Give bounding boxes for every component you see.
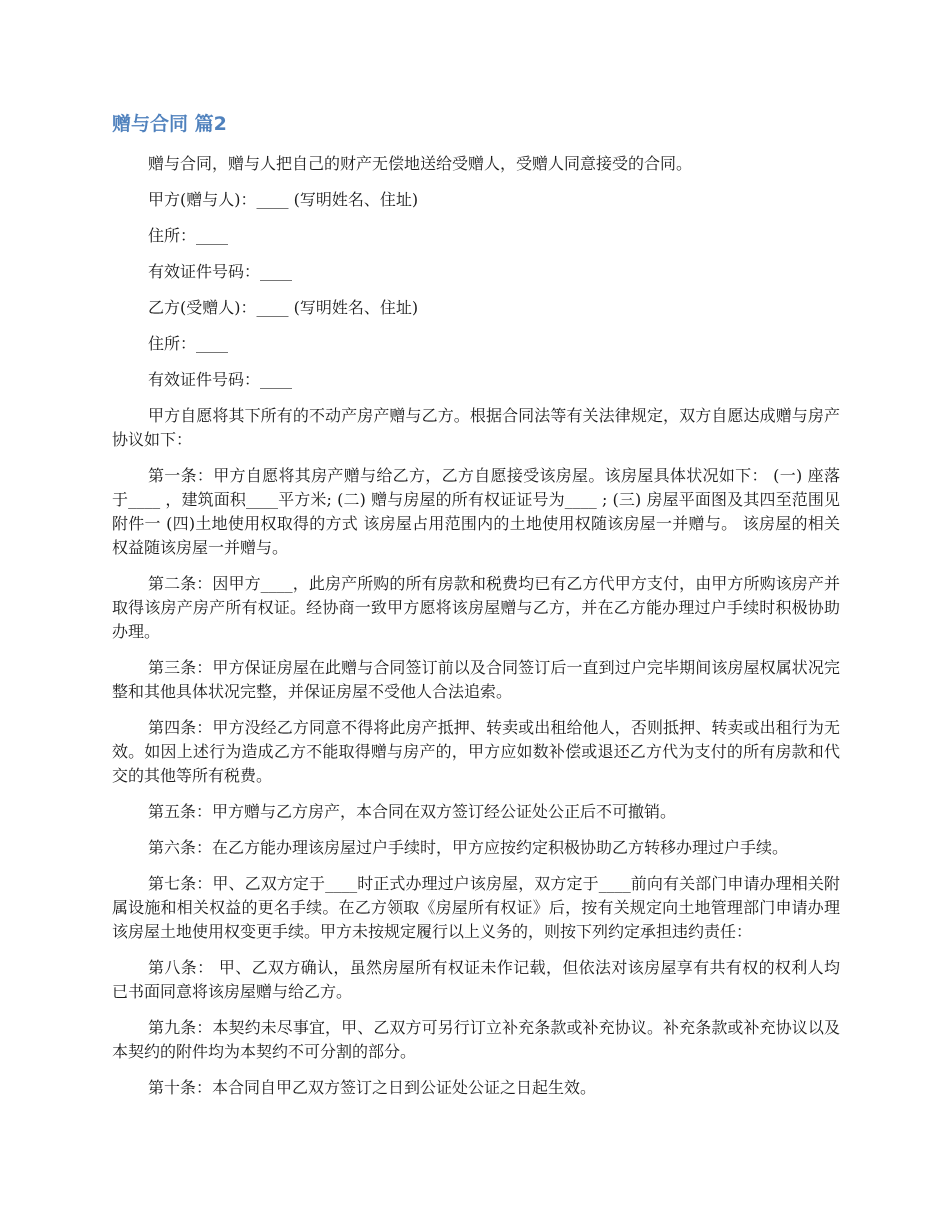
clause-10: 第十条：本合同自甲乙双方签订之日到公证处公证之日起生效。 [148, 1078, 597, 1097]
clause-9: 第九条：本契约未尽事宜，甲、乙双方可另行订立补充条款或补充协议。补充条款或补充协议以及本契约的附件均为本契约不可分割的部分。 [112, 1018, 840, 1061]
party-a-name-line: 甲方(赠与人)：____ (写明姓名、住址) [148, 190, 419, 209]
clause-7: 第七条：甲、乙双方定于____时正式办理过户该房屋，双方定于____前向有关部门申请办理相关附属设施和相关权益的更名手续。在乙方领取《房屋所有权证》后，按有关规定向土地管理部门申请办理该房屋土地使用权变更手续。甲方未按规定履行以上义务的，则按下列约定承担违约责任： [112, 874, 840, 941]
party-a-id-line: 有效证件号码：____ [148, 262, 293, 281]
clause-1: 第一条：甲方自愿将其房产赠与给乙方，乙方自愿接受该房屋。该房屋具体状况如下： (一) 座落于____ ，建筑面积____平方米; (二) 赠与房屋的所有权证证号为____ ; (三) 房屋平面图及其四至范围见附件一 (四)土地使用权取得的方式 该房屋占用范围内的土地使用权随该房屋一并赠与。 该房屋的相关权益随该房屋一并赠与。 [112, 466, 840, 557]
clause-5: 第五条：甲方赠与乙方房产，本合同在双方签订经公证处公正后不可撤销。 [148, 802, 677, 821]
party-b-address-line: 住所：____ [148, 334, 229, 353]
preamble-paragraph: 甲方自愿将其下所有的不动产房产赠与乙方。根据合同法等有关法律规定，双方自愿达成赠与房产协议如下： [112, 406, 840, 449]
party-b-id-line: 有效证件号码：____ [148, 370, 293, 389]
intro-paragraph: 赠与合同，赠与人把自己的财产无偿地送给受赠人，受赠人同意接受的合同。 [148, 154, 693, 173]
clause-3: 第三条：甲方保证房屋在此赠与合同签订前以及合同签订后一直到过户完毕期间该房屋权属状况完整和其他具体状况完整，并保证房屋不受他人合法追索。 [112, 658, 840, 701]
clause-8: 第八条： 甲、乙双方确认，虽然房屋所有权证未作记载，但依法对该房屋享有共有权的权利人均已书面同意将该房屋赠与给乙方。 [112, 958, 840, 1001]
party-b-name-line: 乙方(受赠人)：____ (写明姓名、住址) [148, 298, 419, 317]
document-page [112, 108, 840, 1112]
party-a-address-line: 住所：____ [148, 226, 229, 245]
document-title: 赠与合同 篇2 [112, 113, 227, 135]
clause-2: 第二条：因甲方____，此房产所购的所有房款和税费均已有乙方代甲方支付，由甲方所购该房产并取得该房产房产所有权证。经协商一致甲方愿将该房屋赠与乙方，并在乙方能办理过户手续时积极协助办理。 [112, 574, 840, 641]
clause-4: 第四条：甲方没经乙方同意不得将此房产抵押、转卖或出租给他人，否则抵押、转卖或出租行为无效。如因上述行为造成乙方不能取得赠与房产的，甲方应如数补偿或退还乙方代为支付的所有房款和代交的其他等所有税费。 [112, 718, 840, 785]
clause-6: 第六条：在乙方能办理该房屋过户手续时，甲方应按约定积极协助乙方转移办理过户手续。 [148, 838, 789, 857]
